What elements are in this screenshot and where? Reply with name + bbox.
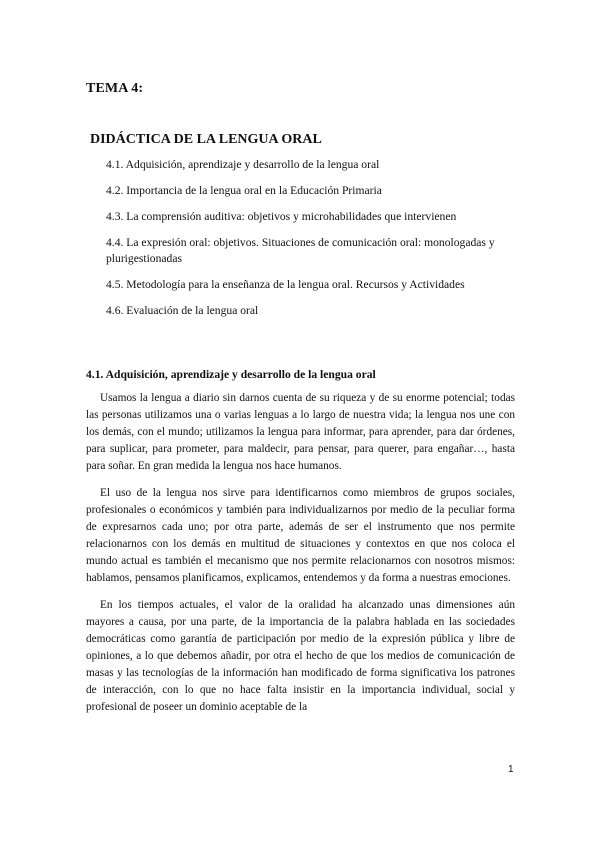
toc-item: 4.2. Importancia de la lengua oral en la Educación Primaria: [106, 184, 382, 197]
table-of-contents: [106, 157, 516, 329]
toc-item: 4.3. La comprensión auditiva: objetivos y microhabilidades que intervienen: [106, 210, 457, 223]
paragraph: El uso de la lengua nos sirve para identificarnos como miembros de grupos sociales, profesionales o económicos y también para individualizarnos por medio de la peculiar forma de expresarnos cada uno; por otra parte, además de ser el instrumento que nos permite relacionarnos con los demás en multitud de situaciones y contextos en que nos coloca el mundo actual es también el mecanismo que nos permite relacionarnos con nosotros mismos: hablamos, pensamos planificamos, explicamos, entendemos y da forma a nuestras emociones.: [86, 487, 515, 584]
body-text: [86, 390, 515, 726]
toc-item: 4.6. Evaluación de la lengua oral: [106, 304, 259, 317]
toc-item: 4.5. Metodología para la enseñanza de la lengua oral. Recursos y Actividades: [106, 278, 465, 291]
paragraph: Usamos la lengua a diario sin darnos cuenta de su riqueza y de su enorme potencial; todas las personas utilizamos una o varias lenguas a lo largo de nuestra vida; la lengua nos une con los demás, con el mundo; utilizamos la lengua para informar, para aprender, para dar órdenes, para suplicar, para prometer, para maldecir, para pensar, para querer, para engañar…, hasta para soñar. En gran medida la lengua nos hace humanos.: [86, 392, 515, 472]
toc-item: 4.4. La expresión oral: objetivos. Situaciones de comunicación oral: monologadas y plurigestionadas: [106, 236, 495, 265]
page-title: DIDÁCTICA DE LA LENGUA ORAL: [90, 132, 322, 147]
tema-label: TEMA 4:: [86, 81, 144, 96]
section-heading: 4.1. Adquisición, aprendizaje y desarrollo de la lengua oral: [86, 368, 376, 381]
toc-item: 4.1. Adquisición, aprendizaje y desarrollo de la lengua oral: [106, 158, 380, 171]
page-number: 1: [508, 764, 514, 775]
paragraph: En los tiempos actuales, el valor de la oralidad ha alcanzado unas dimensiones aún mayores a causa, por una parte, de la importancia de la palabra hablada en las sociedades democráticas como garantía de participación por medio de la expresión pública y libre de opiniones, a lo que debemos añadir, por otra el hecho de que los medios de comunicación de masas y las tecnologías de la información han modificado de forma significativa los patrones de interacción, con lo que no hace falta insistir en la importancia individual, social y profesional de poseer un dominio aceptable de la: [86, 599, 515, 713]
